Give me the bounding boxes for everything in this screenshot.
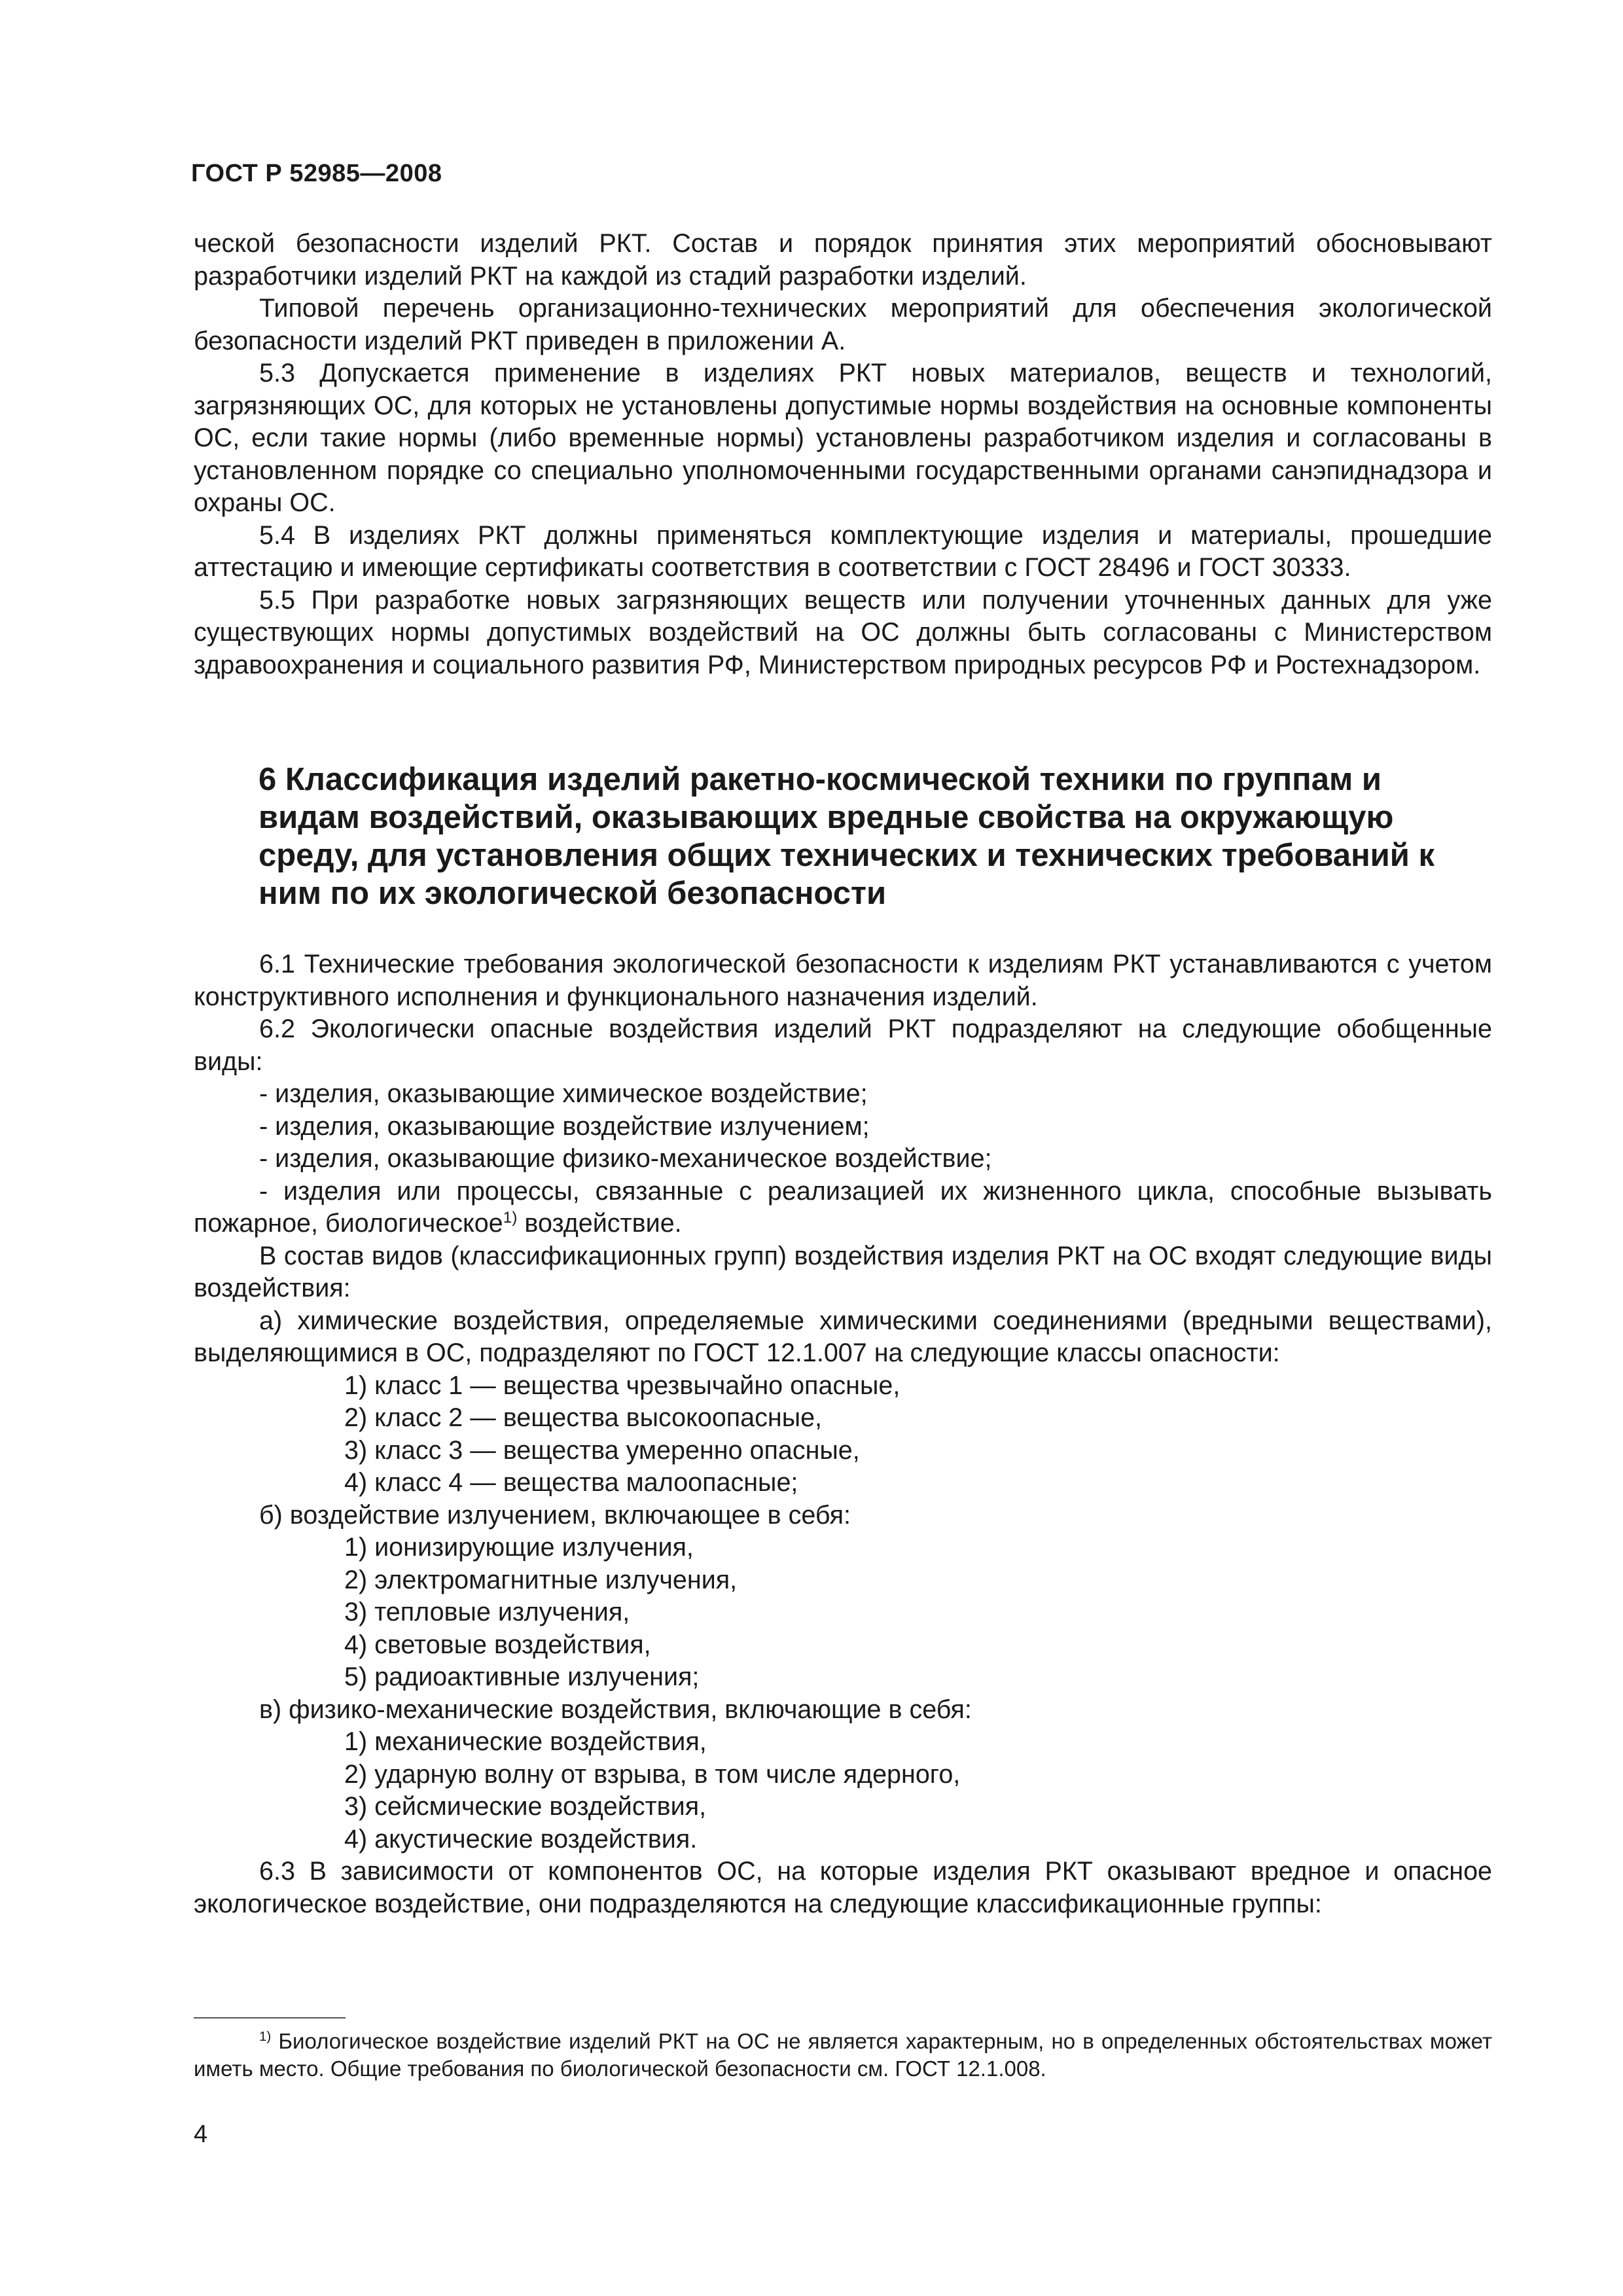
clause-5-3: 5.3 Допускается применение в изделиях РКТ новых материалов, веществ и технологий, загрязняющих ОС, для которых не установлены допустимые нормы воздействия на основные компоненты ОС, если такие нормы (либо временные нормы) установлены разработчиком изделия и согласованы в установленном порядке со специально уполномоченными государственными органами санэпиднадзора и охраны ОС. xyxy=(194,359,1492,517)
clause-6-3: 6.3 В зависимости от компонентов ОС, на которые изделия РКТ оказывают вредное и опасное экологическое воздействие, они подразделяются на следующие классификационные группы: xyxy=(194,1857,1492,1918)
group-a-heading: а) химические воздействия, определяемые химическими соединениями (вредными веществами), выделяющимися в ОС, подразделяют по ГОСТ 12.1.007 на следующие классы опасности: xyxy=(194,1306,1492,1367)
document-header: ГОСТ Р 52985—2008 xyxy=(191,160,442,187)
group-v-heading: в) физико-механические воздействия, включающие в себя: xyxy=(259,1695,972,1724)
list-item: 2) ударную волну от взрыва, в том числе ядерного, xyxy=(344,1759,961,1789)
section-5-continuation xyxy=(194,228,1492,681)
section-6-body xyxy=(194,948,1492,1920)
list-item: - изделия, оказывающие физико-механическое воздействие; xyxy=(259,1144,992,1173)
paragraph: Типовой перечень организационно-технических мероприятий для обеспечения экологической безопасности изделий РКТ приведен в приложении А. xyxy=(194,294,1492,355)
list-item: 3) класс 3 — вещества умеренно опасные, xyxy=(344,1435,860,1465)
list-item: 4) акустические воздействия. xyxy=(344,1824,698,1854)
footnote-divider xyxy=(194,2017,346,2018)
list-item: 4) класс 4 — вещества малоопасные; xyxy=(344,1468,798,1497)
paragraph: ческой безопасности изделий РКТ. Состав и порядок принятия этих мероприятий обосновывают разработчики изделий РКТ на каждой из стадий разработки изделий. xyxy=(194,229,1492,291)
list-item: 1) класс 1 — вещества чрезвычайно опасные, xyxy=(344,1371,901,1400)
footnote-mark: 1) xyxy=(259,2029,272,2044)
list-item: 1) ионизирующие излучения, xyxy=(344,1533,694,1562)
list-item: - изделия, оказывающие химическое воздействие; xyxy=(259,1079,868,1108)
list-item-text: воздействие. xyxy=(517,1209,682,1238)
list-item: 3) тепловые излучения, xyxy=(344,1598,630,1626)
list-item: 4) световые воздействия, xyxy=(344,1630,651,1659)
page-number: 4 xyxy=(194,2121,208,2148)
clause-6-2: 6.2 Экологически опасные воздействия изделий РКТ подразделяют на следующие обобщенные виды: xyxy=(194,1014,1492,1076)
list-item-text: - изделия или процессы, связанные с реализацией их жизненного цикла, способные вызывать пожарное, биологическое xyxy=(194,1176,1492,1238)
list-item: 2) электромагнитные излучения, xyxy=(344,1565,738,1594)
section-6-title: 6 Классификация изделий ракетно-космической техники по группам и видам воздействий, оказывающих вредные свойства на окружающую среду, для установления общих технических и технических требований к ним по их экологической безопасности xyxy=(259,762,1435,911)
clause-6-1: 6.1 Технические требования экологической безопасности к изделиям РКТ устанавливаются с учетом конструктивного исполнения и функционального назначения изделий. xyxy=(194,950,1492,1011)
list-item: 5) радиоактивные излучения; xyxy=(344,1662,700,1691)
list-item: - изделия, оказывающие воздействие излучением; xyxy=(259,1111,870,1141)
footnote xyxy=(194,2028,1492,2083)
footnote-ref: 1) xyxy=(503,1208,518,1227)
list-item: 3) сейсмические воздействия, xyxy=(344,1792,707,1821)
list-item xyxy=(194,1175,1492,1240)
clause-5-5: 5.5 При разработке новых загрязняющих веществ или получении уточненных данных для уже существующих нормы допустимых воздействий на ОС должны быть согласованы с Министерством здравоохранения и социального развития РФ, Министерством природных ресурсов РФ и Ростехнадзором. xyxy=(194,585,1492,679)
paragraph: В состав видов (классификационных групп) воздействия изделия РКТ на ОС входят следующие виды воздействия: xyxy=(194,1241,1492,1302)
list-item: 2) класс 2 — вещества высокоопасные, xyxy=(344,1403,823,1432)
footnote-text: Биологическое воздействие изделий РКТ на ОС не является характерным, но в определенных обстоятельствах может иметь место. Общие требования по биологической безопасности см. ГОСТ 12.1.008. xyxy=(194,2029,1492,2081)
clause-5-4: 5.4 В изделиях РКТ должны применяться комплектующие изделия и материалы, прошедшие аттестацию и имеющие сертификаты соответствия в соответствии с ГОСТ 28496 и ГОСТ 30333. xyxy=(194,520,1492,582)
group-b-heading: б) воздействие излучением, включающее в себя: xyxy=(259,1500,851,1530)
list-item: 1) механические воздействия, xyxy=(344,1727,707,1756)
